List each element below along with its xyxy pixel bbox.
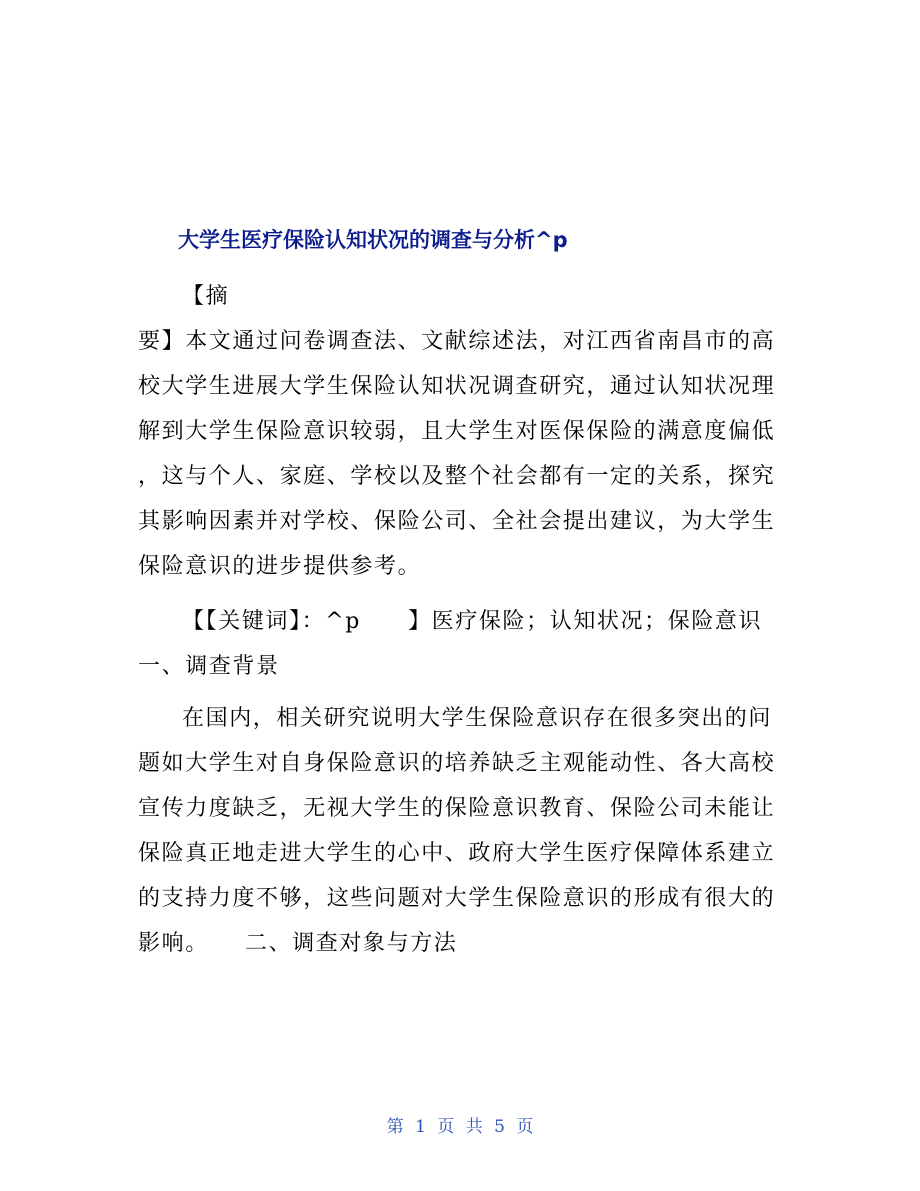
body-line: 的支持力度不够，这些问题对大学生保险意识的形成有很大的 — [138, 886, 776, 911]
abstract-line: 校大学生进展大学生保险认知状况调查研究，通过认知状况理 — [138, 374, 776, 399]
body-line: 在国内，相关研究说明大学生保险意识存在很多突出的问 — [182, 706, 773, 731]
document-subtitle: 大学生医疗保险认知状况的调查与分析^p — [178, 228, 568, 252]
document-title — [0, 118, 920, 162]
title-text: 大学生医疗保险认知状况的调查与分析^p — [138, 123, 658, 156]
abstract-line: 其影响因素并对学校、保险公司、全社会提出建议，为大学生 — [138, 509, 776, 534]
body-line: 题如大学生对自身保险意识的培养缺乏主观能动性、各大高校 — [138, 751, 776, 776]
abstract-line: ，这与个人、家庭、学校以及整个社会都有一定的关系，探究 — [138, 464, 776, 489]
keywords-line: 【【关键词】：^p 】医疗保险；认知状况；保险意识 — [182, 609, 763, 634]
abstract-line: 解到大学生保险意识较弱，且大学生对医保保险的满意度偏低 — [138, 419, 776, 444]
body-line: 影响。 二、调查对象与方法 — [138, 931, 458, 956]
abstract-label-start: 【摘 — [182, 284, 230, 309]
abstract-line: 要】本文通过问卷调查法、文献综述法，对江西省南昌市的高 — [138, 329, 776, 354]
body-line: 宣传力度缺乏，无视大学生的保险意识教育、保险公司未能让 — [138, 796, 776, 821]
page-footer: 第 1 页 共 5 页 — [386, 1117, 534, 1137]
section-heading: 一、调查背景 — [138, 654, 280, 679]
title-dash: - — [765, 123, 777, 156]
abstract-line: 保险意识的进步提供参考。 — [138, 554, 422, 579]
body-line: 保险真正地走进大学生的心中、政府大学生医疗保障体系建立 — [138, 841, 776, 866]
